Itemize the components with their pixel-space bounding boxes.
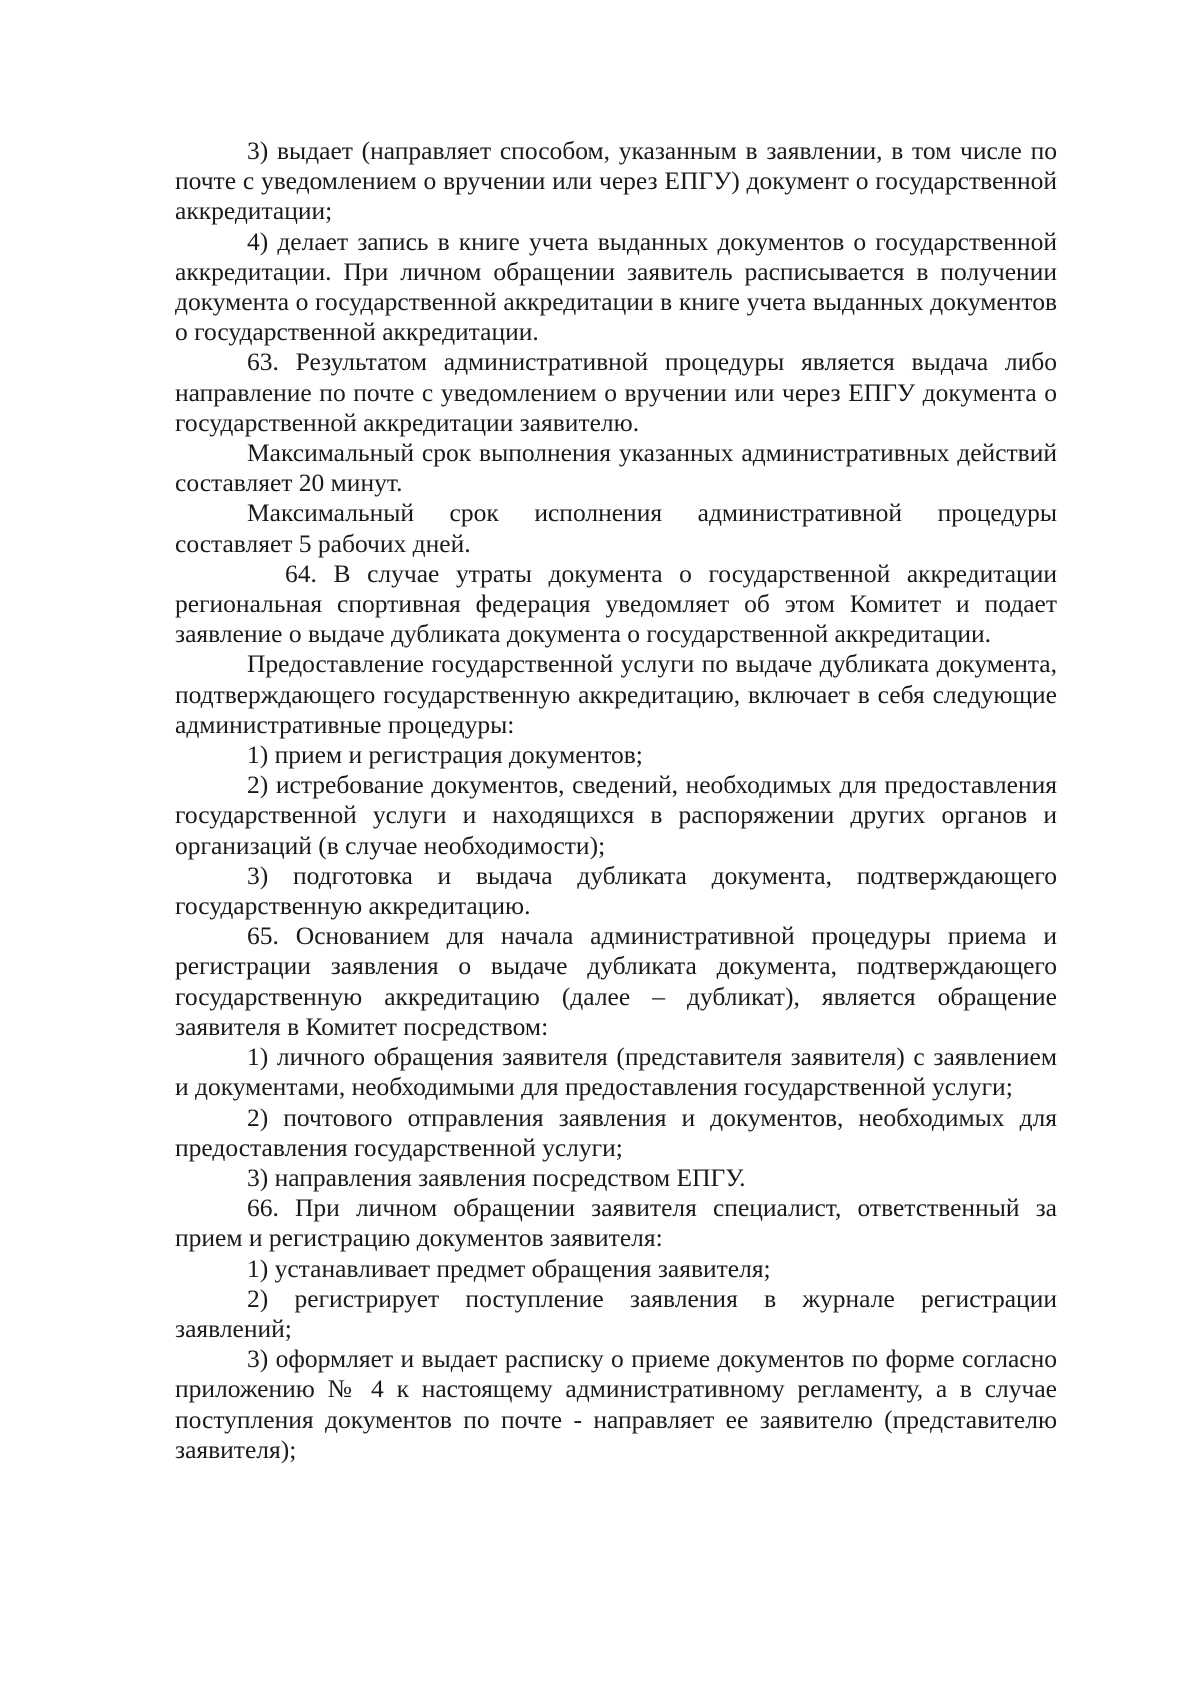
paragraph: 2) истребование документов, сведений, необходимых для предоставления государственной услуги и находящихся в распоряжении других органов и организаций (в случае необходимости); (175, 770, 1057, 860)
paragraph: 63. Результатом административной процедуры является выдача либо направление по почте с уведомлением о вручении или через ЕПГУ документа о государственной аккредитации заявителю. (175, 347, 1057, 437)
paragraph: 2) почтового отправления заявления и документов, необходимых для предоставления государственной услуги; (175, 1102, 1057, 1162)
paragraph: Максимальный срок исполнения административной процедуры составляет 5 рабочих дней. (175, 498, 1057, 558)
paragraph: 2) регистрирует поступление заявления в журнале регистрации заявлений; (175, 1283, 1057, 1343)
paragraph: 1) личного обращения заявителя (представителя заявителя) с заявлением и документами, необходимыми для предоставления государственной услуги; (175, 1042, 1057, 1102)
paragraph: Максимальный срок выполнения указанных административных действий составляет 20 минут. (175, 438, 1057, 498)
paragraph: 1) устанавливает предмет обращения заявителя; (247, 1253, 771, 1283)
paragraph: 3) подготовка и выдача дубликата документа, подтверждающего государственную аккредитацию. (175, 860, 1057, 921)
paragraph: 65. Основанием для начала административной процедуры приема и регистрации заявления о выдаче дубликата документа, подтверждающего государственную аккредитацию (далее – дубликат), является обращение заявителя в Комитет посредством: (175, 921, 1057, 1041)
paragraph: 64. В случае утраты документа о государственной аккредитации региональная спортивная федерация уведомляет об этом Комитет и подает заявление о выдаче дубликата документа о государственной аккредитации. (175, 558, 1057, 649)
paragraph: 3) оформляет и выдает расписку о приеме документов по форме согласно приложению № 4 к настоящему административному регламенту, а в случае поступления документов по почте - направляет ее заявителю (представителю заявителя); (175, 1344, 1057, 1464)
paragraph: 4) делает запись в книге учета выданных документов о государственной аккредитации. При личном обращении заявитель расписывается в получении документа о государственной аккредитации в книге учета выданных документов о государственной аккредитации. (175, 226, 1057, 347)
paragraph: 1) прием и регистрация документов; (247, 740, 643, 770)
paragraph: Предоставление государственной услуги по выдаче дубликата документа, подтверждающего государственную аккредитацию, включает в себя следующие административные процедуры: (175, 649, 1057, 739)
document-body (175, 136, 1057, 1465)
paragraph: 3) направления заявления посредством ЕПГУ. (247, 1162, 746, 1192)
paragraph: 3) выдает (направляет способом, указанным в заявлении, в том числе по почте с уведомлением о вручении или через ЕПГУ) документ о государственной аккредитации; (175, 136, 1057, 226)
paragraph: 66. При личном обращении заявителя специалист, ответственный за прием и регистрацию документов заявителя: (175, 1193, 1057, 1253)
